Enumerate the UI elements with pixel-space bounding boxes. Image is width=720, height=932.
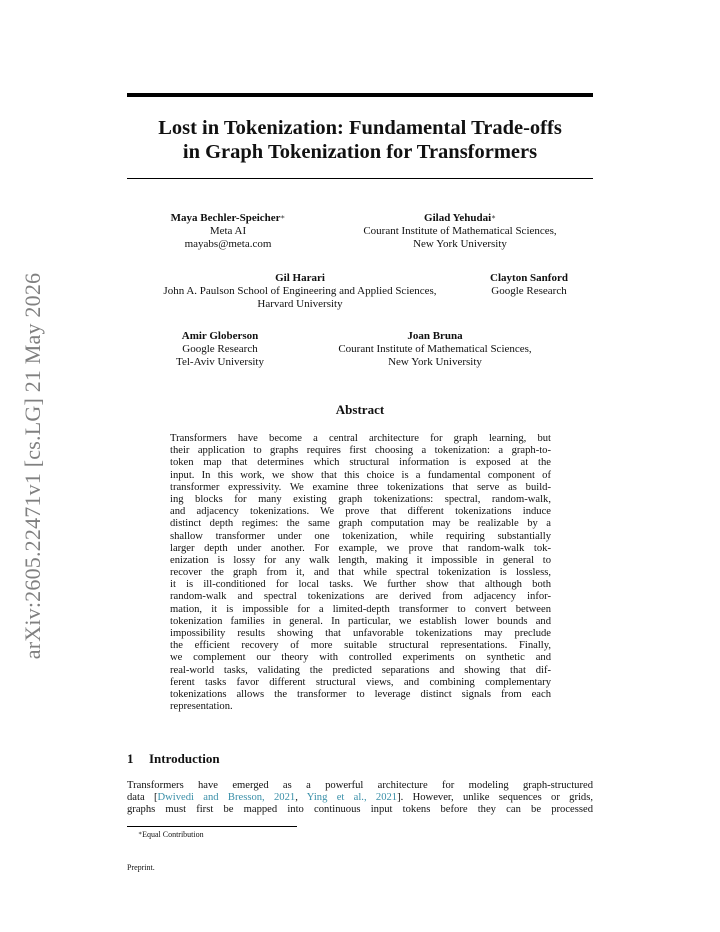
author-name: Amir Globerson	[181, 330, 259, 342]
author-affiliation: Harvard University	[257, 298, 343, 310]
abstract-heading: Abstract	[335, 402, 385, 417]
author-email: mayabs@meta.com	[184, 238, 272, 250]
abstract-line: it is ill-conditioned for local tasks. We further show that although both	[170, 579, 551, 591]
abstract-line: recover the graph from it, and that while spectral tokenization is lossless,	[170, 567, 551, 579]
author-affiliation: Courant Institute of Mathematical Sciences,	[338, 343, 532, 355]
footnote	[138, 830, 204, 839]
author-affiliation: New York University	[388, 356, 482, 368]
title-line-2: in Graph Tokenization for Transformers	[182, 141, 538, 163]
author-maya	[130, 212, 326, 251]
abstract-line: their application to graphs requires first choosing a tokenization: a graph-to-	[170, 445, 551, 457]
author-affiliation: Tel-Aviv University	[176, 356, 264, 368]
intro-line: data [Dwivedi and Bresson, 2021, Ying et al., 2021]. However, unlike sequences or grids,	[127, 792, 593, 804]
section-title: Introduction	[149, 751, 220, 766]
author-name: Gil Harari	[275, 272, 325, 284]
arxiv-stamp: arXiv:2605.22471v1 [cs.LG] 21 May 2026	[20, 272, 45, 660]
author-affiliation: New York University	[413, 238, 507, 250]
intro-line: graphs must first be mapped into continuous input tokens before they can be processed	[127, 804, 593, 816]
abstract-line: tokenization families in general. In particular, we establish lower bounds and	[170, 615, 551, 627]
citation-link[interactable]: Dwivedi and Bresson, 2021	[157, 792, 296, 804]
abstract-line: larger depth under another. For example, we prove that random-walk tok-	[170, 542, 551, 554]
abstract-line: representation.	[170, 701, 233, 713]
introduction-body	[127, 780, 593, 817]
author-affiliation: Google Research	[491, 285, 567, 297]
author-affiliation: Google Research	[182, 343, 258, 355]
author-name: Gilad Yehudai	[424, 212, 492, 224]
citation-link[interactable]: Ying et al., 2021	[306, 792, 398, 804]
author-gil	[120, 272, 480, 311]
abstract-line: real-world tasks, validating the predicted separations and showing that dif-	[170, 664, 551, 676]
abstract-line: we complement our theory with controlled experiments on synthetic and	[170, 652, 551, 664]
equal-contribution-mark: ∗	[280, 213, 286, 221]
section-heading-introduction	[127, 751, 220, 767]
author-affiliation: John A. Paulson School of Engineering and Applied Sciences,	[163, 285, 437, 297]
intro-line: Transformers have emerged as a powerful architecture for modeling graph-structured	[127, 780, 593, 791]
footnote-rule	[127, 826, 297, 827]
author-affiliation: Courant Institute of Mathematical Sciences,	[363, 225, 557, 237]
author-gilad	[316, 212, 604, 251]
abstract-line: input. In this work, we show that this choice is a fundamental component of	[170, 469, 551, 481]
footnote-mark: ∗	[138, 831, 143, 837]
abstract-line: distinct depth regimes: the same graph computation may be realizable by a	[170, 518, 551, 530]
abstract-line: mation, it is impossible for a limited-depth transformer to convert between	[170, 603, 551, 615]
author-joan	[300, 330, 570, 369]
author-clayton	[470, 272, 588, 298]
abstract-line: random-walk and spectral tokenizations are derived from adjacency infor-	[170, 591, 551, 603]
author-name: Clayton Sanford	[490, 272, 568, 284]
abstract-line: the efficient recovery of more suitable structural representations. Finally,	[170, 640, 551, 652]
abstract-line: tokenizations allows the transformer to leverage distinct signals from each	[170, 688, 551, 700]
abstract-line: token map that determines which structural information is exposed at the	[170, 457, 551, 469]
abstract-line: and adjacency tokenizations. We prove that different tokenizations induce	[170, 506, 551, 518]
author-amir	[140, 330, 300, 369]
author-affiliation: Meta AI	[209, 225, 247, 237]
equal-contribution-mark: ∗	[491, 213, 496, 221]
abstract-body	[170, 433, 551, 713]
author-name: Maya Bechler-Speicher	[170, 212, 281, 224]
abstract-line: ferent tasks favor different structural views, and combining complementary	[170, 676, 551, 688]
abstract-line: Transformers have become a central architecture for graph learning, but	[170, 433, 551, 444]
abstract-line: transformer expressivity. We examine three tokenizations that serve as build-	[170, 481, 551, 493]
title-rule-bottom	[127, 178, 593, 179]
abstract-line: shallow transformer under one tokenization, while requiring substantially	[170, 530, 551, 542]
section-number: 1	[127, 751, 134, 766]
preprint-label: Preprint.	[127, 863, 155, 872]
author-name: Joan Bruna	[407, 330, 463, 342]
abstract-line: enization is lossy for any walk length, making it impossible in general to	[170, 554, 551, 566]
title-rule-top	[127, 93, 593, 97]
abstract-line: ing blocks for many existing graph tokenizations: spectral, random-walk,	[170, 493, 551, 505]
abstract-line: impossibility results showing that unfavorable tokenizations may preclude	[170, 628, 551, 639]
footnote-text: Equal Contribution	[142, 830, 204, 839]
paper-title	[127, 116, 593, 164]
title-line-1: Lost in Tokenization: Fundamental Trade-offs	[158, 117, 562, 139]
